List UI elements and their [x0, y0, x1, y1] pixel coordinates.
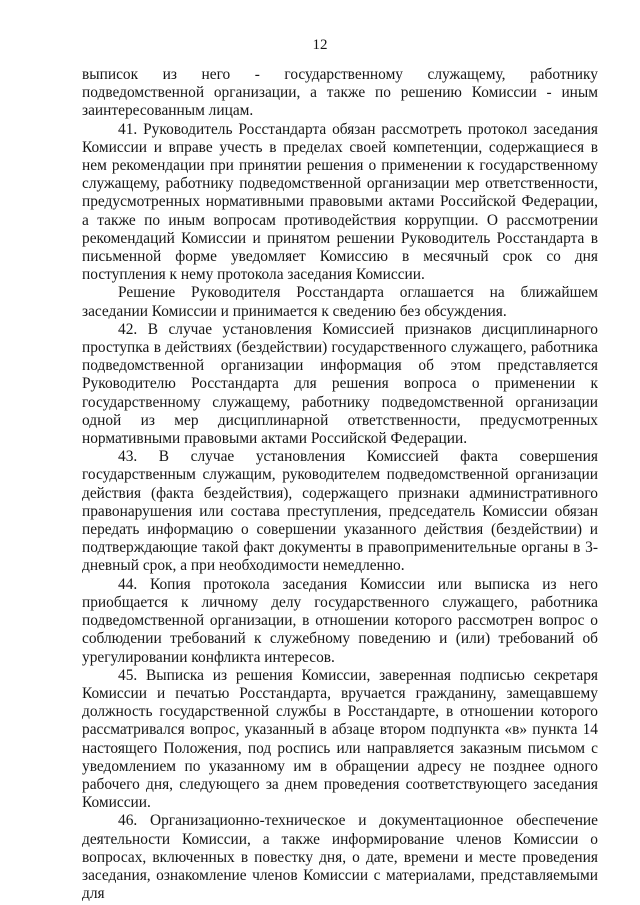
- paragraph-45: 45. Выписка из решения Комиссии, заверенная подписью секретаря Комиссии и печатью Росстандарта, вручается гражданину, замещавшему должность государственной службы в Росстандарте, в отношении которого рассматривался вопрос, указанный в абзаце втором подпункта «в» пункта 14 настоящего Положения, под роспись или направляется заказным письмом с уведомлением по указанному им в обращении адресу не позднее одного рабочего дня, следующего за днем проведения соответствующего заседания Комиссии.: [82, 666, 598, 812]
- paragraph-46: 46. Организационно-техническое и документационное обеспечение деятельности Комиссии, а также информирование членов Комиссии о вопросах, включенных в повестку дня, о дате, времени и месте проведения заседания, ознакомление членов Комиссии с материалами, представляемыми для: [82, 812, 598, 903]
- page-number: 12: [312, 37, 328, 53]
- paragraph-42: 42. В случае установления Комиссией признаков дисциплинарного проступка в действиях (бездействии) государственного служащего, работника подведомственной организации информация об этом представляется Руководителю Росстандарта для решения вопроса о применении к государственному служащему, работнику подведомственной организации одной из мер дисциплинарной ответственности, предусмотренных нормативными правовыми актами Российской Федерации.: [82, 320, 598, 448]
- paragraph-41-decision: Решение Руководителя Росстандарта оглашается на ближайшем заседании Комиссии и принимается к сведению без обсуждения.: [82, 284, 598, 320]
- paragraph-44: 44. Копия протокола заседания Комиссии или выписка из него приобщается к личному делу государственного служащего, работника подведомственной организации, в отношении которого рассмотрен вопрос о соблюдении требований к служебному поведению и (или) требований об урегулировании конфликта интересов.: [82, 575, 598, 666]
- paragraph-continuation: выписок из него - государственному служащему, работнику подведомственной организации, а также по решению Комиссии - иным заинтересованным лицам.: [82, 66, 598, 120]
- document-body: [82, 66, 598, 903]
- paragraph-43: 43. В случае установления Комиссией факта совершения государственным служащим, руководителем подведомственной организации действия (факта бездействия), содержащего признаки административного правонарушения или состава преступления, председатель Комиссии обязан передать информацию о совершении указанного действия (бездействии) и подтверждающие такой факт документы в правоприменительные органы в 3-дневный срок, а при необходимости немедленно.: [82, 448, 598, 575]
- paragraph-41: 41. Руководитель Росстандарта обязан рассмотреть протокол заседания Комиссии и вправе учесть в пределах своей компетенции, содержащиеся в нем рекомендации при принятии решения о применении к государственному служащему, работнику подведомственной организации мер ответственности, предусмотренных нормативными правовыми актами Российской Федерации, а также по иным вопросам противодействия коррупции. О рассмотрении рекомендаций Комиссии и принятом решении Руководитель Росстандарта в письменной форме уведомляет Комиссию в месячный срок со дня поступления к нему протокола заседания Комиссии.: [82, 120, 598, 284]
